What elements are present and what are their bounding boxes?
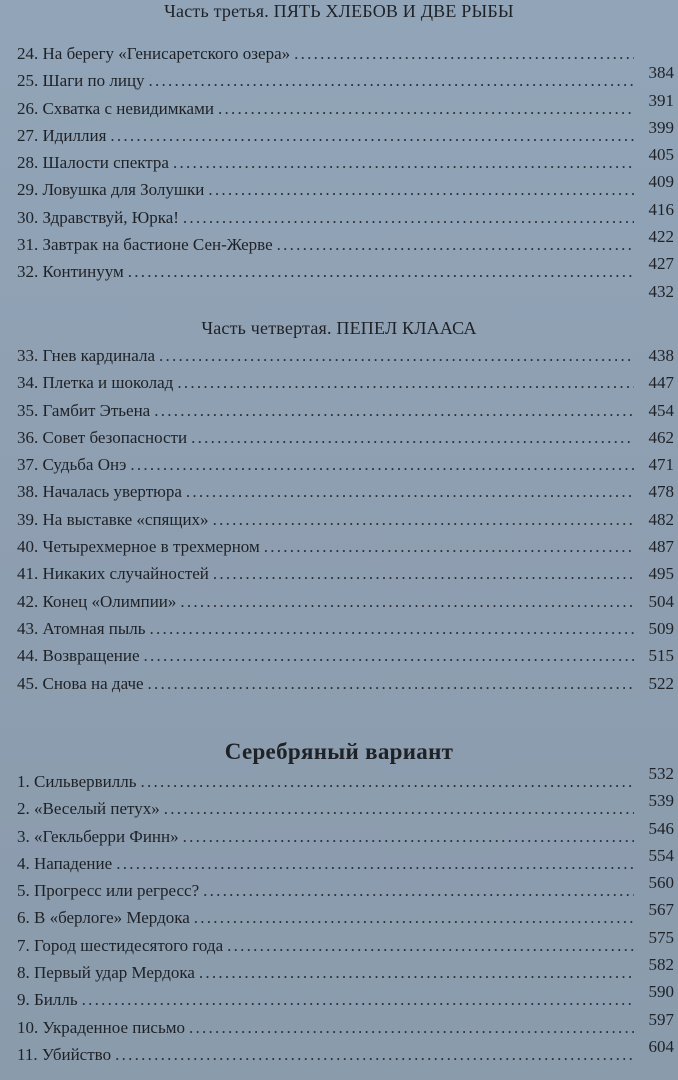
entry-page-number: 504: [648, 591, 674, 611]
dot-leader: [194, 904, 634, 931]
entry-title: 7. Город шестидесятого года: [17, 935, 224, 955]
dot-leader: [148, 670, 634, 697]
entry-title: 8. Первый удар Мердока: [17, 963, 195, 983]
dot-leader: [203, 877, 634, 904]
entry-page-number: 391: [648, 90, 674, 110]
dot-leader: [186, 478, 634, 505]
contents-entry: [17, 845, 674, 877]
entry-title: 45. Снова на даче: [17, 673, 144, 693]
entry-page-number: 462: [648, 427, 674, 447]
dot-leader: [191, 424, 634, 451]
entry-title: 5. Прогресс или регресс?: [17, 881, 200, 901]
contents-entry: [17, 369, 674, 396]
dot-leader: [115, 1041, 634, 1068]
entry-page-number: 590: [648, 982, 674, 1002]
section-heading-silver-variant: Серебряный вариант: [224, 739, 454, 764]
entry-title: 32. Континуум: [17, 262, 124, 282]
contents-list-part-four: [17, 342, 674, 697]
entry-page-number: 522: [648, 673, 674, 693]
contents-entry: [17, 588, 674, 615]
entry-title: 40. Четырехмерное в трехмерном: [17, 537, 260, 557]
dot-leader: [130, 451, 634, 478]
contents-entry: [17, 90, 674, 122]
contents-entry: [17, 873, 674, 904]
entry-page-number: 554: [648, 845, 674, 865]
contents-entry: [17, 117, 674, 149]
entry-title: 26. Схватка с невидимками: [17, 98, 214, 118]
entry-page-number: 539: [648, 791, 674, 811]
entry-page-number: 427: [648, 254, 674, 274]
dot-leader: [264, 533, 634, 560]
dot-leader: [277, 231, 634, 258]
entry-title: 10. Украденное письмо: [17, 1017, 185, 1037]
contents-entry: [17, 1009, 674, 1041]
entry-page-number: 604: [648, 1036, 674, 1056]
contents-entry: [17, 281, 674, 313]
entry-page-number: 546: [648, 818, 674, 838]
entry-page-number: 560: [648, 873, 674, 893]
entry-page-number: 416: [648, 199, 674, 219]
entry-page-number: 438: [648, 346, 674, 365]
contents-entry: [17, 199, 674, 231]
contents-entry: [17, 1036, 674, 1068]
contents-list-silver-variant: [17, 764, 674, 1068]
entry-title: 25. Шаги по лицу: [17, 71, 145, 91]
dot-leader: [116, 850, 634, 877]
dot-leader: [144, 642, 634, 669]
dot-leader: [213, 506, 634, 533]
contents-entry: [17, 900, 674, 931]
dot-leader: [110, 122, 634, 149]
entry-title: 42. Конец «Олимпии»: [17, 591, 177, 611]
entry-page-number: 597: [648, 1009, 674, 1029]
entry-title: 1. Сильвервилль: [17, 772, 137, 791]
entry-page-number: 478: [648, 482, 674, 502]
entry-title: 9. Билль: [17, 990, 78, 1010]
dot-leader: [227, 932, 634, 959]
entry-title: 31. Завтрак на бастионе Сен-Жерве: [17, 235, 273, 255]
dot-leader: [141, 768, 635, 795]
contents-entry: [17, 145, 674, 176]
dot-leader: [199, 959, 634, 986]
dot-leader: [149, 67, 634, 94]
entry-page-number: 575: [648, 927, 674, 947]
dot-leader: [180, 588, 634, 615]
contents-entry: [17, 642, 674, 669]
dot-leader: [173, 149, 634, 176]
entry-page-number: 405: [648, 145, 674, 165]
entry-page-number: 567: [648, 900, 674, 920]
entry-title: 41. Никаких случайностей: [17, 564, 209, 584]
entry-title: 44. Возвращение: [17, 646, 140, 666]
contents-entry: [17, 254, 674, 285]
contents-entry: [17, 818, 674, 850]
contents-entry: [17, 533, 674, 560]
section-heading-part-three: Часть третья. ПЯТЬ ХЛЕБОВ И ДВЕ РЫБЫ: [164, 1, 514, 21]
contents-entry: [17, 227, 674, 258]
dot-leader: [154, 397, 634, 424]
section-heading-part-four: Часть четвертая. ПЕПЕЛ КЛААСА: [201, 318, 477, 338]
dot-leader: [177, 369, 634, 396]
entry-page-number: 515: [648, 646, 674, 666]
entry-page-number: 454: [648, 400, 674, 420]
dot-leader: [164, 795, 634, 822]
entry-title: 36. Совет безопасности: [17, 427, 188, 447]
contents-entry: [17, 615, 674, 642]
contents-list-part-three: [17, 40, 674, 313]
dot-leader: [82, 986, 634, 1013]
contents-entry: [17, 63, 674, 94]
entry-title: 2. «Веселый петух»: [17, 799, 160, 819]
entry-page-number: 432: [648, 281, 674, 301]
entry-title: 43. Атомная пыль: [17, 618, 146, 638]
entry-page-number: 509: [648, 618, 674, 638]
dot-leader: [208, 176, 634, 203]
contents-entry: [17, 764, 674, 795]
entry-title: 4. Нападение: [17, 853, 113, 873]
entry-title: 3. «Гекльберри Финн»: [17, 826, 179, 846]
entry-title: 33. Гнев кардинала: [17, 346, 155, 365]
dot-leader: [218, 95, 634, 122]
entry-page-number: 409: [648, 172, 674, 192]
entry-title: 24. На берегу «Генисаретского озера»: [17, 44, 291, 63]
entry-page-number: 447: [648, 373, 674, 393]
contents-entry: [17, 40, 674, 67]
entry-title: 35. Гамбит Этьена: [17, 400, 151, 420]
contents-entry: [17, 172, 674, 203]
entry-page-number: 487: [648, 537, 674, 557]
dot-leader: [213, 560, 634, 587]
contents-entry: [17, 397, 674, 424]
dot-leader: [183, 204, 634, 231]
dot-leader: [183, 823, 634, 850]
entry-title: 27. Идиллия: [17, 125, 107, 145]
entry-page-number: 422: [648, 227, 674, 247]
entry-page-number: 532: [648, 764, 674, 783]
entry-page-number: 384: [648, 63, 674, 83]
dot-leader: [128, 258, 634, 285]
entry-title: 38. Началась увертюра: [17, 482, 182, 502]
entry-page-number: 482: [648, 509, 674, 529]
entry-title: 28. Шалости спектра: [17, 153, 169, 173]
entry-page-number: 495: [648, 564, 674, 584]
entry-title: 29. Ловушка для Золушки: [17, 180, 205, 200]
dot-leader: [294, 40, 634, 67]
dot-leader: [150, 615, 634, 642]
contents-entry: [17, 506, 674, 533]
dot-leader: [189, 1014, 634, 1041]
entry-title: 6. В «берлоге» Мердока: [17, 908, 190, 928]
entry-page-number: 399: [648, 117, 674, 137]
contents-entry: [17, 451, 674, 478]
contents-entry: [17, 342, 674, 369]
contents-entry: [17, 424, 674, 451]
entry-title: 39. На выставке «спящих»: [17, 509, 209, 529]
contents-entry: [17, 670, 674, 697]
entry-title: 11. Убийство: [17, 1044, 112, 1064]
contents-entry: [17, 478, 674, 505]
dot-leader: [159, 342, 634, 369]
contents-entry: [17, 955, 674, 986]
contents-entry: [17, 560, 674, 587]
entry-page-number: 582: [648, 955, 674, 975]
contents-entry: [17, 927, 674, 959]
entry-title: 34. Плетка и шоколад: [17, 373, 174, 393]
contents-entry: [17, 791, 674, 822]
entry-page-number: 471: [648, 455, 674, 475]
entry-title: 37. Судьба Онэ: [17, 455, 127, 475]
contents-entry: [17, 982, 674, 1013]
entry-title: 30. Здравствуй, Юрка!: [17, 207, 179, 227]
